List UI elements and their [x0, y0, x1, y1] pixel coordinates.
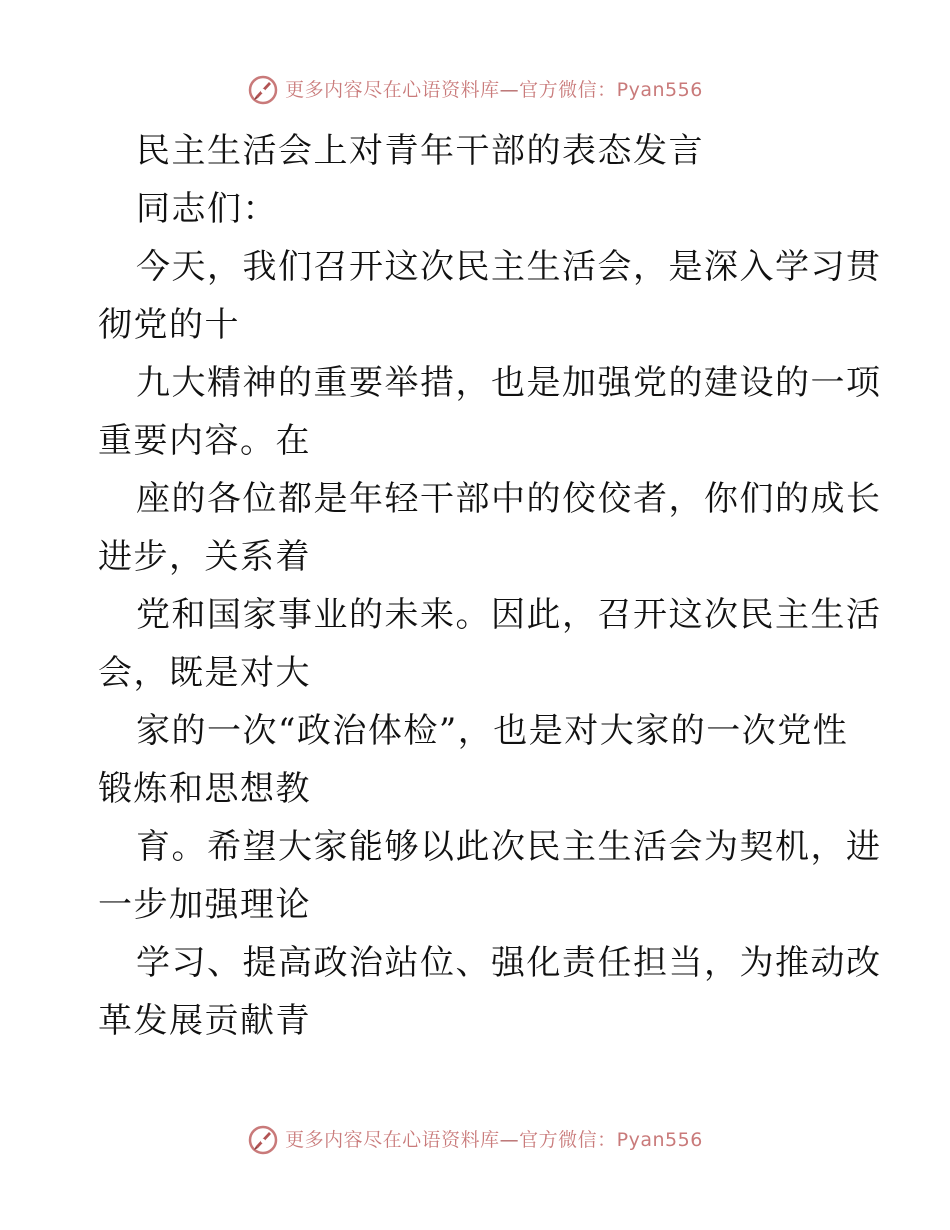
paragraph-line: 进步，关系着 [98, 537, 311, 577]
watermark-separator: — [499, 1129, 520, 1151]
paragraph-line: 党和国家事业的未来。因此，召开这次民主生活 [136, 595, 882, 635]
document-body [98, 122, 882, 1050]
watermark-brand: 更多内容尽在心语资料库 [285, 79, 500, 101]
paragraph-line: 学习、提高政治站位、强化责任担当，为推动改 [136, 943, 882, 983]
watermark-text [285, 75, 703, 105]
watermark-contact: 官方微信：Pyan556 [519, 1129, 703, 1151]
paragraph-line: 会，既是对大 [98, 653, 311, 693]
paragraph-line: 九大精神的重要举措，也是加强党的建设的一项 [136, 363, 882, 403]
paragraph-line: 座的各位都是年轻干部中的佼佼者，你们的成长 [136, 479, 882, 519]
paragraph-line: 彻党的十 [98, 305, 240, 345]
feather-pen-icon [247, 1124, 279, 1156]
paragraph-line: 锻炼和思想教 [98, 769, 311, 809]
watermark-brand: 更多内容尽在心语资料库 [285, 1129, 500, 1151]
footer-watermark [0, 1124, 950, 1156]
paragraph-line: 重要内容。在 [98, 421, 311, 461]
paragraph-line: 育。希望大家能够以此次民主生活会为契机，进 [136, 827, 882, 867]
document-title: 民主生活会上对青年干部的表态发言 [136, 131, 704, 171]
watermark-contact: 官方微信：Pyan556 [519, 79, 703, 101]
paragraph-line: 今天，我们召开这次民主生活会，是深入学习贯 [136, 247, 882, 287]
paragraph-line: 革发展贡献青 [98, 1001, 311, 1041]
salutation: 同志们： [136, 189, 278, 229]
header-watermark [0, 74, 950, 106]
paragraph-line: 一步加强理论 [98, 885, 311, 925]
watermark-text [285, 1125, 703, 1155]
paragraph-line: 家的一次“政治体检”，也是对大家的一次党性 [136, 711, 849, 751]
feather-pen-icon [247, 74, 279, 106]
watermark-separator: — [499, 79, 520, 101]
